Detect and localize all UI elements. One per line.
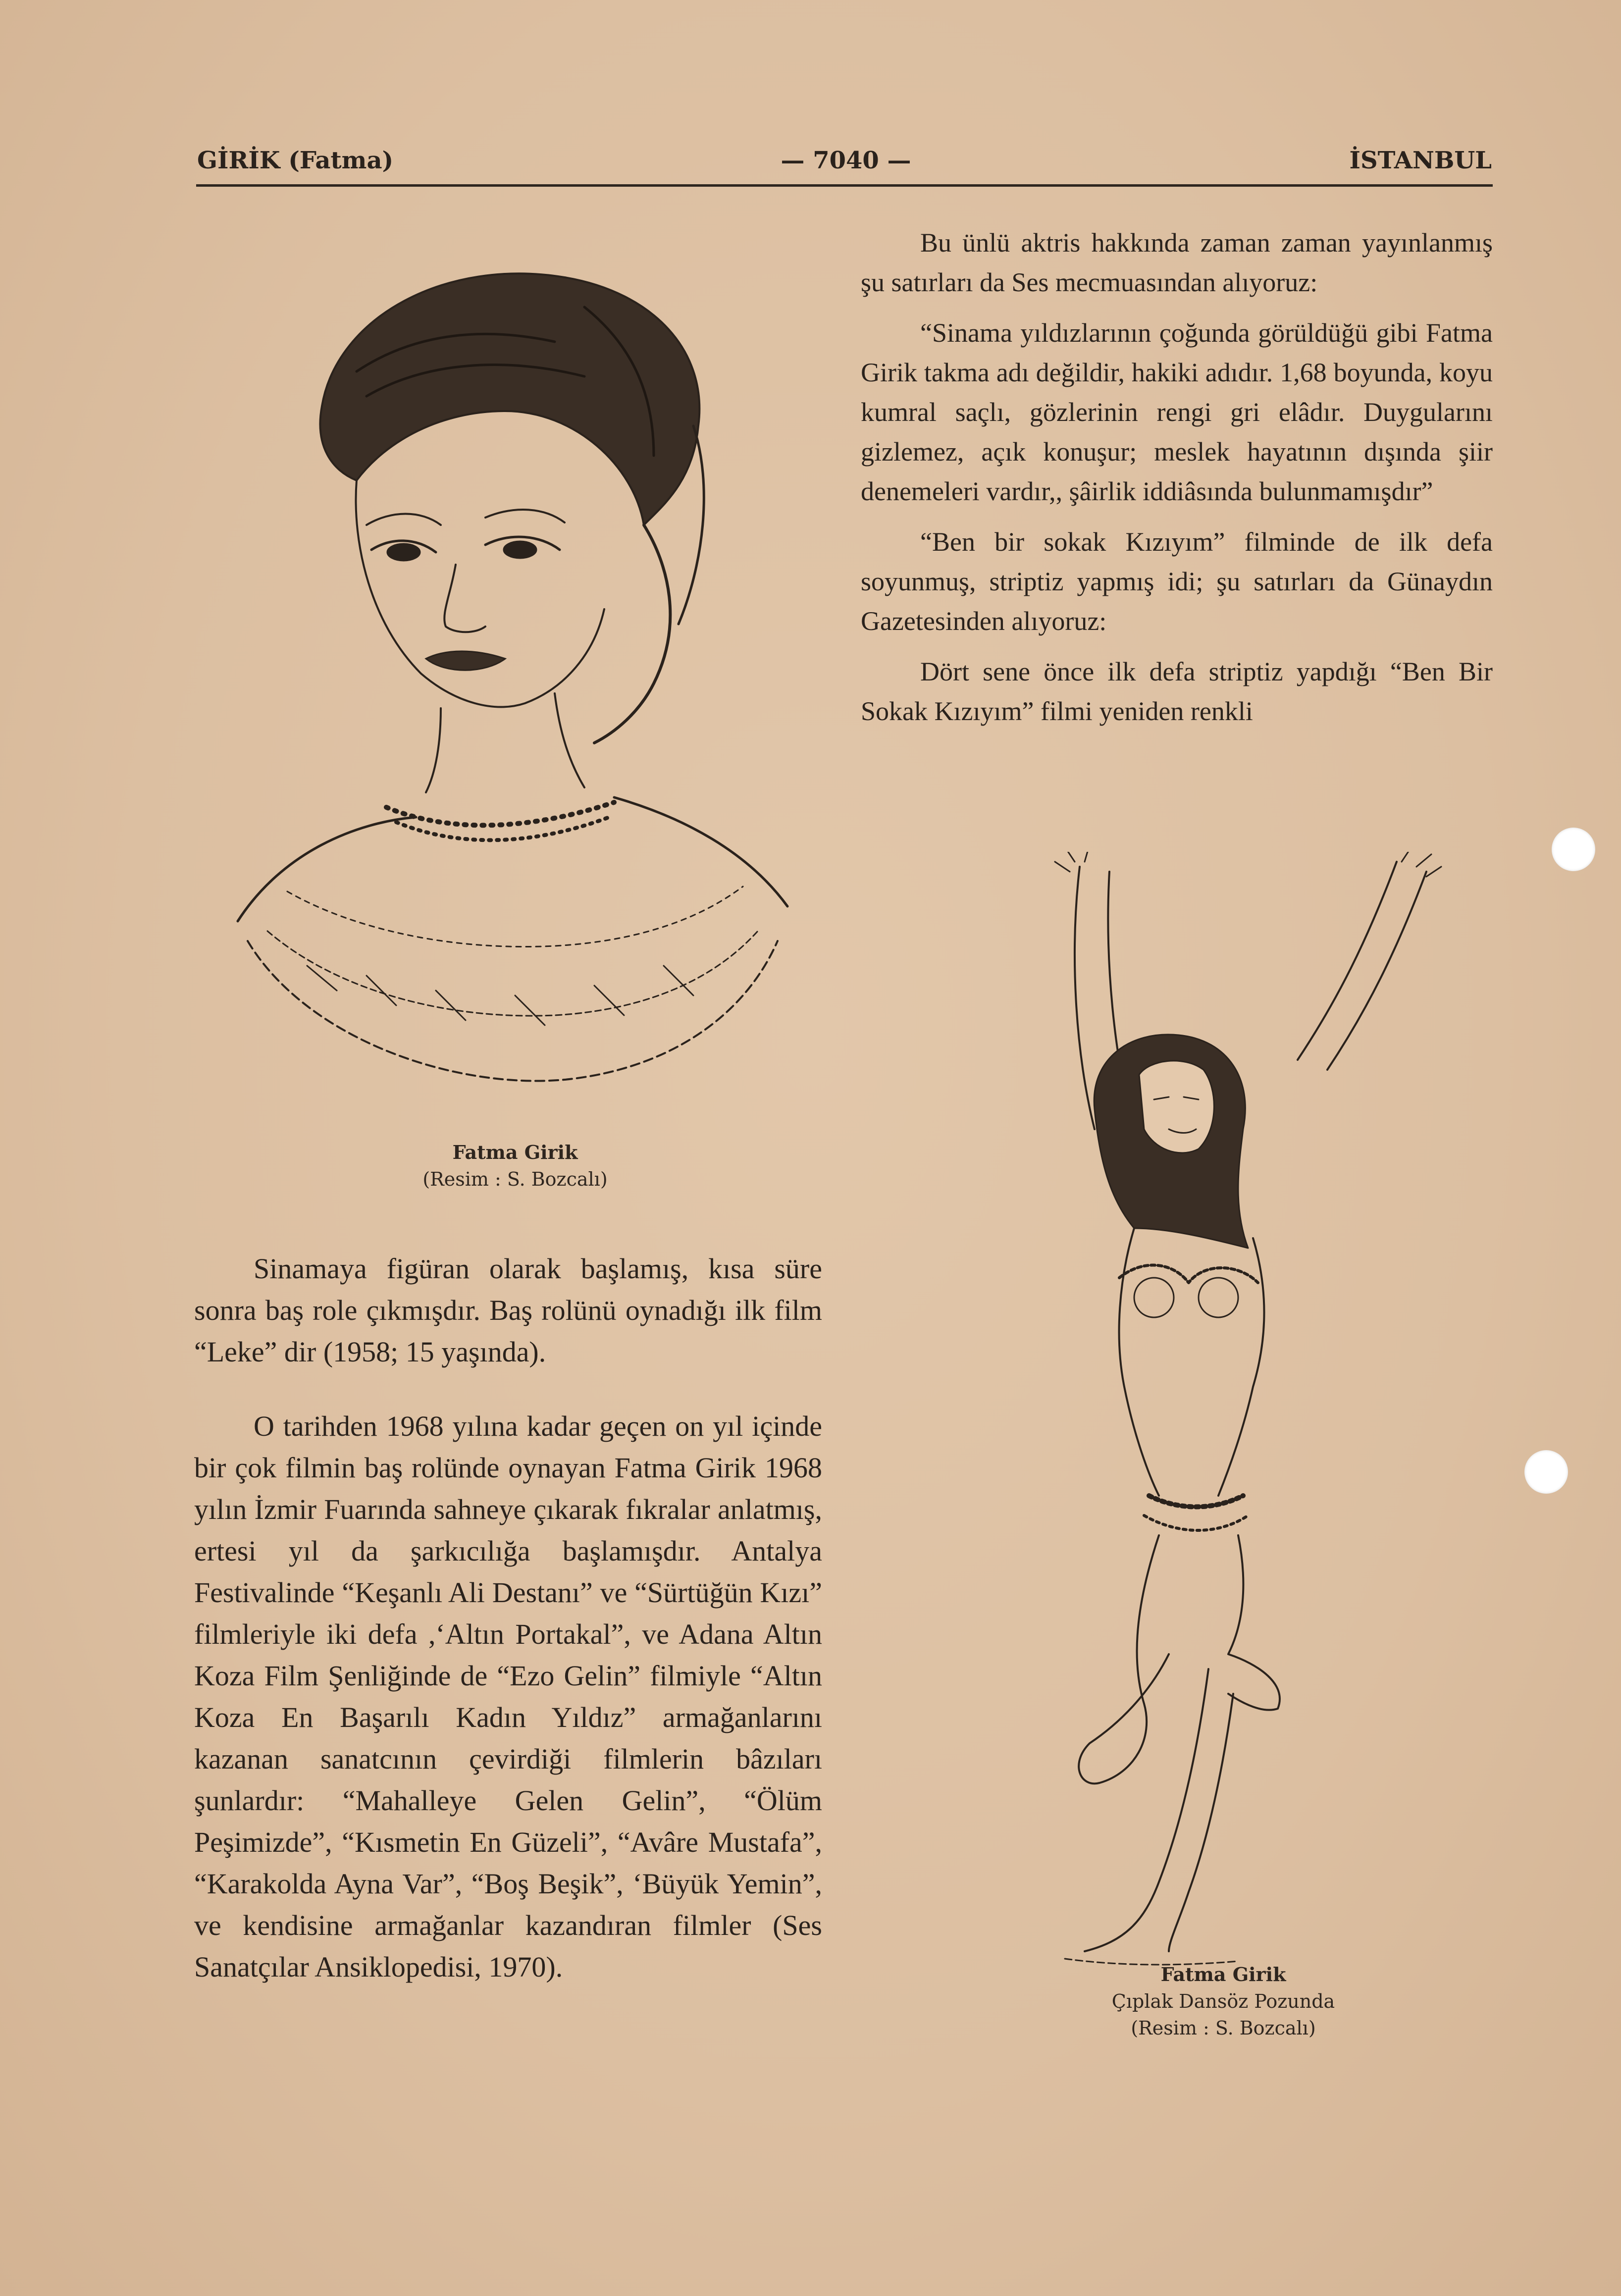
portrait-caption (366, 1139, 664, 1193)
header-rule (196, 184, 1493, 187)
portrait-caption-credit: (Resim : S. Bozcalı) (422, 1168, 608, 1190)
dancer-caption-credit: (Resim : S. Bozcalı) (1131, 2017, 1316, 2039)
dancer-illustration (1020, 852, 1456, 1981)
right-paragraph-1: Bu ünlü aktris hakkında zaman zaman yayınlanmış şu satırları da Ses mecmuasından alıyoruz: (861, 228, 1493, 297)
portrait-illustration (208, 248, 832, 1090)
dancer-caption-pose: Çıplak Dansöz Pozunda (1111, 1990, 1335, 2012)
right-paragraph-3: “Ben bir sokak Kızıyım” filminde de ilk defa soyunmuş, striptiz yapmış idi; şu satırları da Günaydın Gazetesinden alıyoruz: (861, 527, 1493, 636)
portrait-caption-name: Fatma Girik (452, 1141, 578, 1163)
right-paragraph-2: “Sinama yıldızlarının çoğunda görüldüğü gibi Fatma Girik takma adı değildir, hakiki adıdır. 1,68 boyunda, koyu kumral saçlı, gözlerinin rengi gri elâdır. Duygularını gizlemez, açık konuşur; meslek hayatının dışında şiir denemeleri vardır,, şâirlik iddiâsında bulunmamışdır” (861, 318, 1493, 506)
left-paragraph-2: O tarihden 1968 yılına kadar geçen on yıl içinde bir çok filmin baş rolünde oynayan Fatma Girik 1968 yılın İzmir Fuarında sahneye çıkarak fıkralar anlatmış, ertesi yıl da şarkıcılığa başlamışdır. Antalya Festivalinde “Keşanlı Ali Destanı” ve “Sürtüğün Kızı” filmleriyle iki defa ,‘Altın Portakal”, ve Adana Altın Koza Film Şenliğinde de “Ezo Gelin” filmiyle “Altın Koza En Başarılı Kadın Yıldız” armağanlarını kazanan sanatcının çevirdiği filmlerin bâzıları şunlardır: “Mahalleye Gelen Gelin”, “Ölüm Peşimizde”, “Kısmetin En Güzeli”, “Avâre Mustafa”, “Karakolda Ayna Var”, “Boş Beşik”, ‘Büyük Yemin”, ve kendisine armağanlar kazandıran filmler (Ses Sanatçılar Ansiklopedisi, 1970). (194, 1410, 822, 1983)
right-column-text (861, 223, 1493, 731)
left-paragraph-1: Sinamaya figüran olarak başlamış, kısa süre sonra baş role çıkmışdır. Baş rolünü oynadığı ilk film “Leke” dir (1958; 15 yaşında). (194, 1252, 822, 1368)
dancer-caption (1000, 1961, 1446, 2041)
page-number: — 7040 — (781, 147, 911, 174)
dancer-caption-name: Fatma Girik (1160, 1963, 1286, 1985)
header-entry-name: GİRİK (Fatma) (197, 147, 394, 174)
punch-hole-bottom (1524, 1450, 1568, 1494)
header-city: İSTANBUL (1349, 147, 1492, 174)
left-column-text (194, 1248, 822, 1988)
page-header (197, 147, 1492, 186)
right-paragraph-4: Dört sene önce ilk defa striptiz yapdığı “Ben Bir Sokak Kızıyım” filmi yeniden renkli (861, 657, 1493, 726)
punch-hole-top (1552, 828, 1595, 871)
